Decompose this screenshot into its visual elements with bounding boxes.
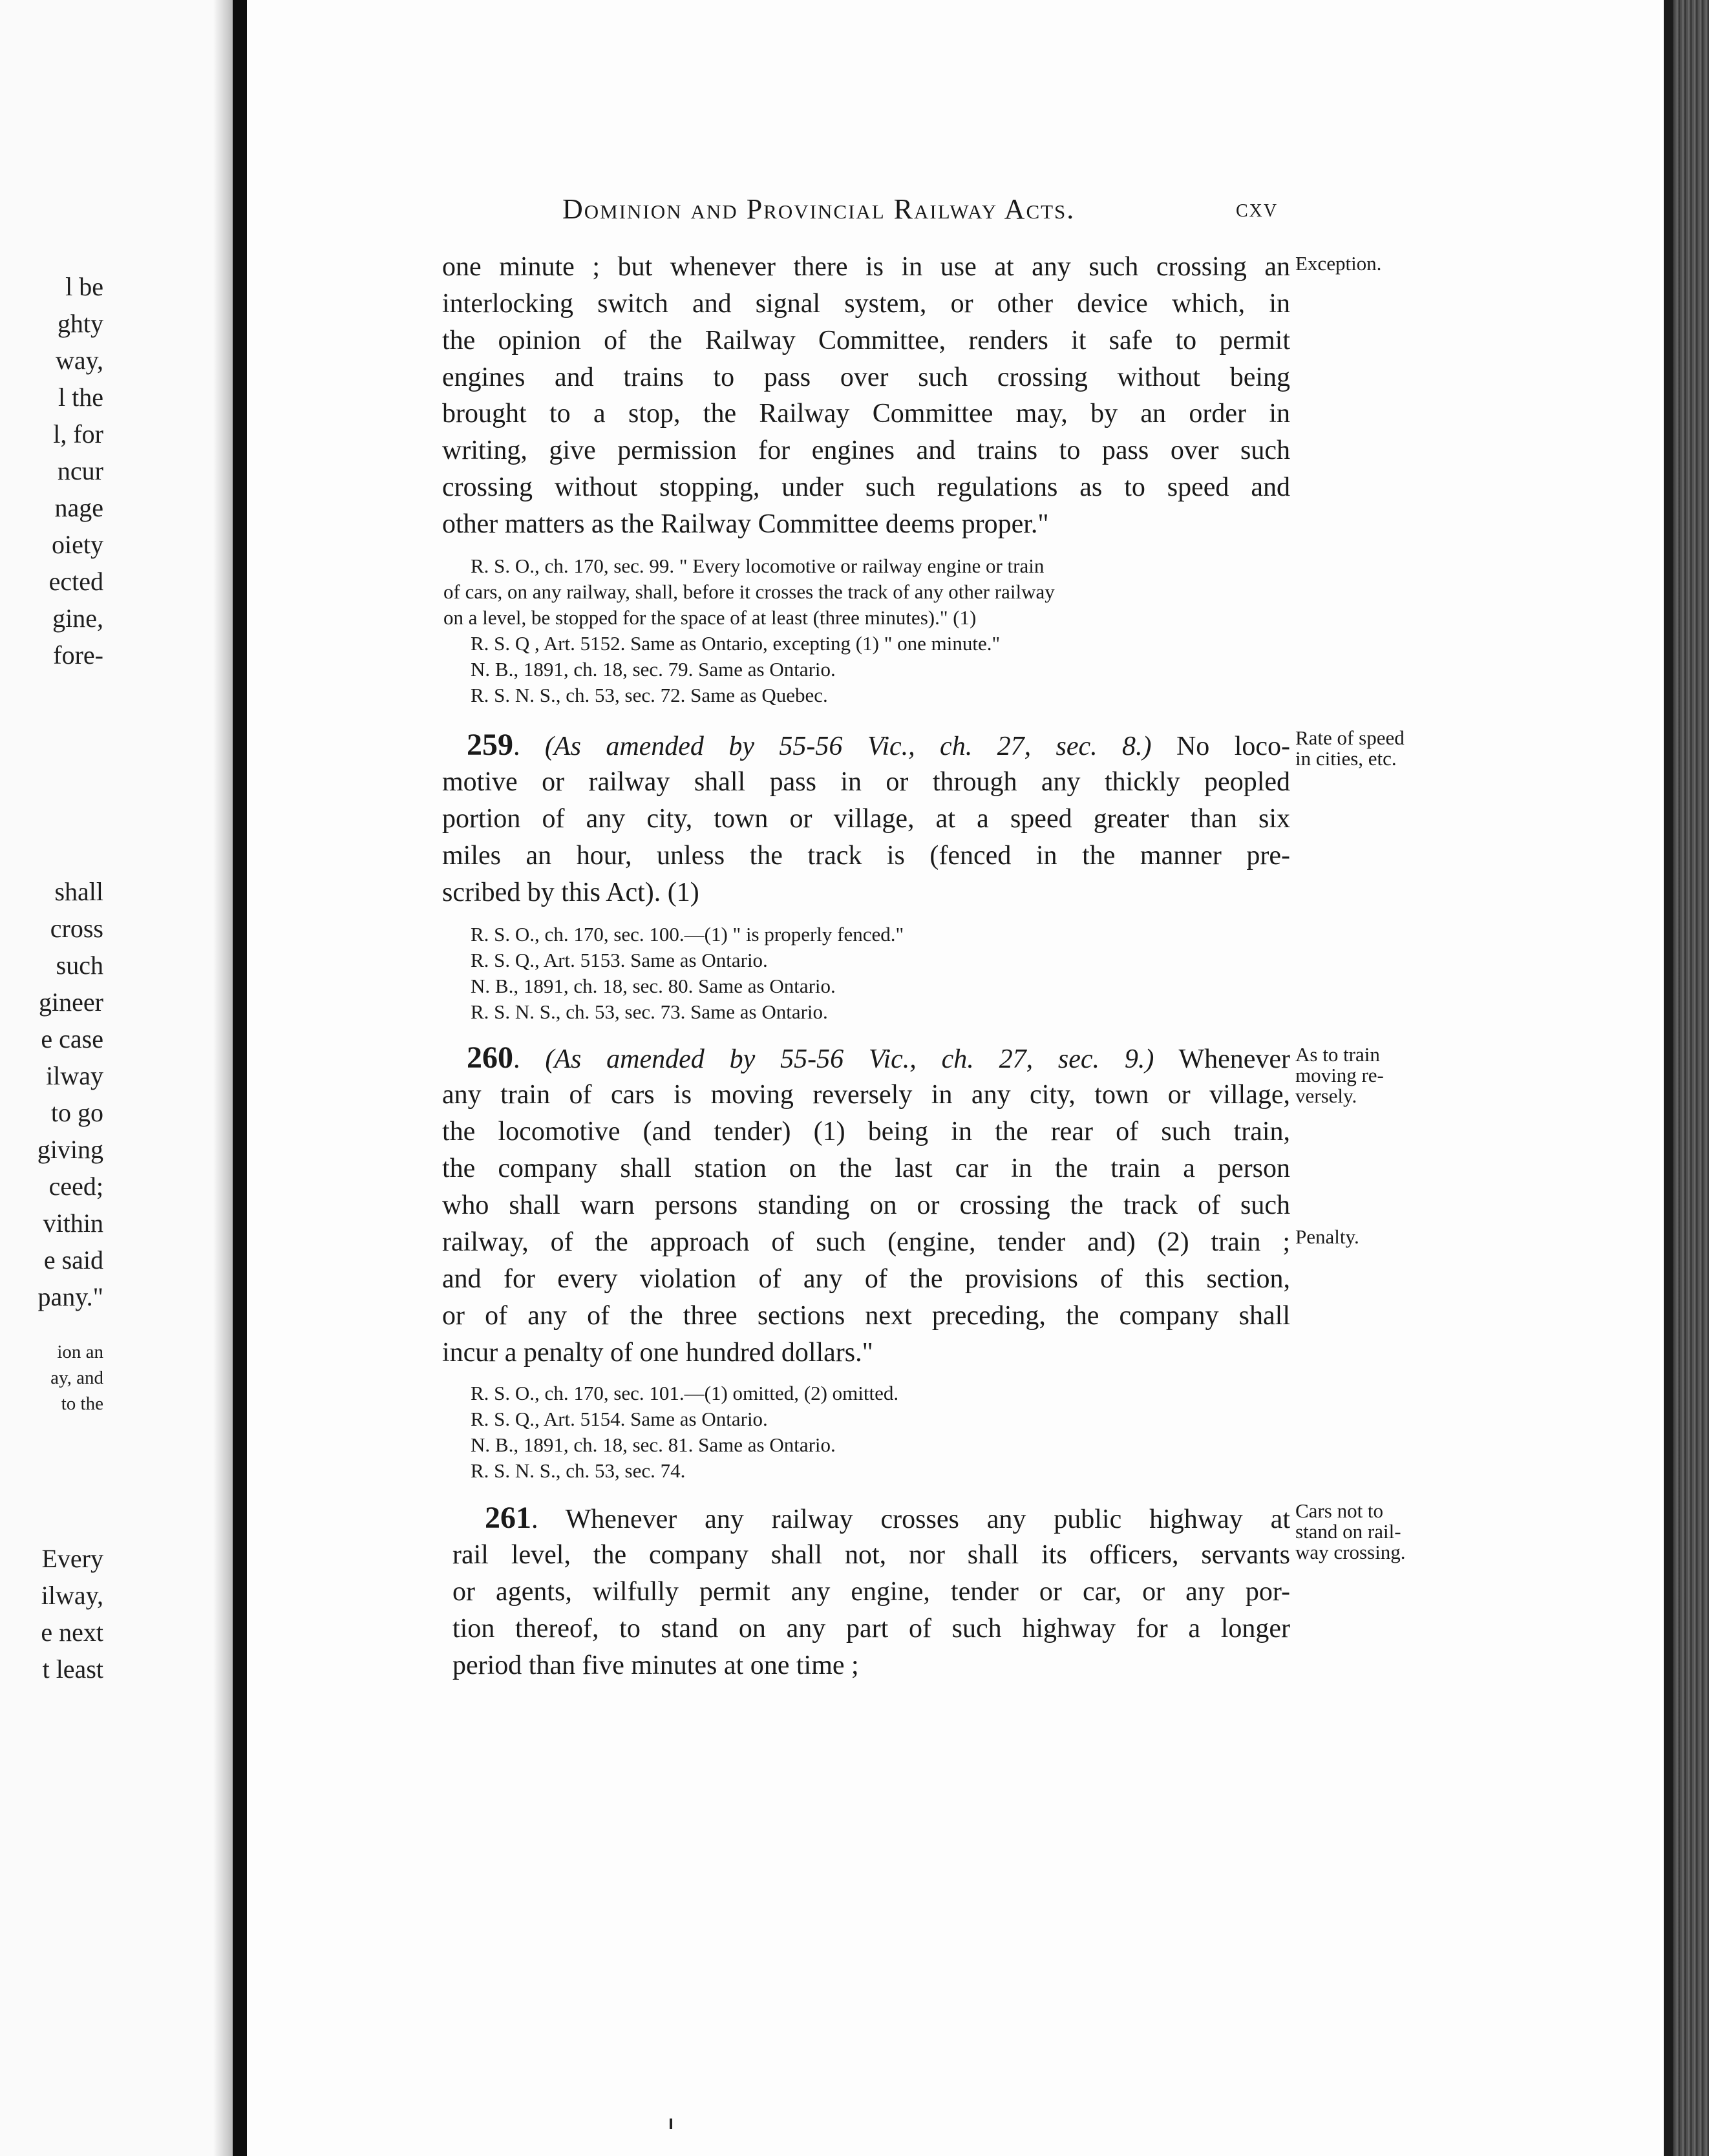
side-note-line: moving re- [1295, 1064, 1384, 1086]
left-page-fragment: gine, [52, 604, 103, 633]
left-page-fragment: e next [41, 1618, 103, 1647]
left-page-fragment: nage [54, 493, 103, 522]
citation-line: N. B., 1891, ch. 18, sec. 81. Same as Ontario. [471, 1433, 836, 1456]
running-header: Dominion and Provincial Railway Acts. [562, 193, 1076, 225]
body-line: railway, of the approach of such (engine, tender and) (2) train ; [442, 1227, 1290, 1257]
left-page-fragment: ncur [57, 456, 103, 485]
amendment-note: (As amended by 55-56 Vic., ch. 27, sec. 9.) [545, 1044, 1154, 1074]
book-gutter [233, 0, 247, 2156]
side-note-line: way crossing. [1295, 1541, 1406, 1563]
scan-speck [670, 2119, 672, 2129]
section-261-heading-line: 261. Whenever any railway crosses any public highway at [485, 1501, 1290, 1535]
citation-line: R. S. Q , Art. 5152. Same as Ontario, excepting (1) " one minute." [471, 632, 1001, 655]
citation-line: R. S. N. S., ch. 53, sec. 73. Same as Ontario. [471, 1000, 828, 1023]
left-page-fragment: ilway, [41, 1581, 103, 1610]
body-line: or of any of the three sections next preceding, the company shall [442, 1301, 1290, 1331]
page-edges [1664, 0, 1709, 2156]
citation-line: N. B., 1891, ch. 18, sec. 79. Same as Ontario. [471, 658, 836, 681]
side-note-line: stand on rail- [1295, 1520, 1401, 1543]
section-number: 259 [467, 728, 513, 762]
body-line: one minute ; but whenever there is in use at any such crossing an [442, 252, 1290, 282]
body-line: scribed by this Act). (1) [442, 878, 699, 907]
side-note-rate-of-speed [1295, 728, 1405, 769]
left-page-shadow [213, 0, 233, 2156]
body-line: incur a penalty of one hundred dollars." [442, 1338, 873, 1368]
side-note-line: in cities, etc. [1295, 747, 1397, 770]
left-page-fragment: pany." [37, 1282, 103, 1311]
body-line: the locomotive (and tender) (1) being in the rear of such train, [442, 1117, 1290, 1147]
section-260-heading-line: 260. (As amended by 55-56 Vic., ch. 27, sec. 9.) Whenever [467, 1041, 1290, 1075]
body-line: who shall warn persons standing on or crossing the track of such [442, 1190, 1290, 1220]
body-line: brought to a stop, the Railway Committee may, by an order in [442, 399, 1290, 428]
left-page-fragment: giving [37, 1135, 103, 1164]
left-page-fragment: vithin [43, 1209, 103, 1238]
body-line: engines and trains to pass over such crossing without being [442, 363, 1290, 392]
body-text: Whenever [1178, 1044, 1290, 1074]
citation-line: R. S. Q., Art. 5153. Same as Ontario. [471, 949, 768, 971]
citation-line: R. S. N. S., ch. 53, sec. 74. [471, 1459, 686, 1482]
side-note-line: Rate of speed [1295, 726, 1405, 749]
body-line: the opinion of the Railway Committee, renders it safe to permit [442, 326, 1290, 355]
citation-line: R. S. O., ch. 170, sec. 99. " Every locomotive or railway engine or train [471, 555, 1045, 577]
body-line: rail level, the company shall not, nor shall its officers, servants [452, 1540, 1290, 1570]
body-line: writing, give permission for engines and trains to pass over such [442, 436, 1290, 465]
left-page-fragment: e case [41, 1024, 103, 1053]
citation-line: N. B., 1891, ch. 18, sec. 80. Same as Ontario. [471, 975, 836, 997]
left-page [0, 0, 233, 2156]
side-note-line: Cars not to [1295, 1499, 1384, 1522]
left-page-fragment: ay, and [50, 1368, 103, 1388]
side-note-exception: Exception. [1295, 252, 1382, 275]
left-page-fragment: ion an [57, 1342, 103, 1362]
body-line: miles an hour, unless the track is (fenced in the manner pre- [442, 841, 1290, 871]
amendment-note: (As amended by 55-56 Vic., ch. 27, sec. 8.) [544, 732, 1152, 761]
page-number: cxv [1236, 193, 1279, 222]
citation-line: R. S. O., ch. 170, sec. 100.—(1) " is properly fenced." [471, 923, 904, 946]
left-page-fragment: ilway [46, 1061, 103, 1090]
left-page-fragment: fore- [53, 640, 103, 670]
left-page-fragment: oiety [52, 530, 103, 559]
body-text: No loco- [1176, 732, 1291, 761]
left-page-fragment: ected [48, 567, 103, 596]
citation-line: R. S. N. S., ch. 53, sec. 72. Same as Quebec. [471, 684, 828, 706]
left-page-fragment: l be [65, 272, 103, 301]
body-line: interlocking switch and signal system, or other device which, in [442, 289, 1290, 319]
left-page-fragment: such [56, 951, 103, 980]
body-line: and for every violation of any of the provisions of this section, [442, 1264, 1290, 1294]
left-page-fragment: gineer [39, 988, 103, 1017]
side-note-penalty: Penalty. [1295, 1225, 1359, 1248]
left-page-fragment: e said [43, 1245, 103, 1274]
left-page-fragment: ghty [57, 309, 103, 338]
side-note-line: As to train [1295, 1043, 1380, 1066]
body-line: or agents, wilfully permit any engine, tender or car, or any por- [452, 1577, 1290, 1607]
left-page-fragment: l the [58, 383, 103, 412]
body-line: any train of cars is moving reversely in any city, town or village, [442, 1080, 1290, 1110]
left-page-fragment: t least [42, 1654, 103, 1684]
citation-line: of cars, on any railway, shall, before it crosses the track of any other railway [443, 580, 1055, 603]
section-number: 260 [467, 1041, 513, 1075]
citation-line: on a level, be stopped for the space of at least (three minutes)." (1) [443, 606, 977, 629]
body-line: motive or railway shall pass in or through any thickly peopled [442, 767, 1290, 797]
left-page-fragment: ceed; [48, 1172, 103, 1201]
left-page-fragment: shall [54, 877, 103, 906]
left-page-fragment: way, [55, 346, 103, 375]
side-note-moving-reversely [1295, 1044, 1384, 1106]
side-note-line: versely. [1295, 1084, 1357, 1107]
citation-line: R. S. Q., Art. 5154. Same as Ontario. [471, 1408, 768, 1430]
body-line: other matters as the Railway Committee deems proper." [442, 509, 1049, 539]
body-line: portion of any city, town or village, at a speed greater than six [442, 804, 1290, 834]
section-number: 261 [485, 1501, 531, 1535]
left-page-fragment: cross [50, 914, 103, 943]
left-page-fragment: l, for [53, 419, 103, 449]
body-line: crossing without stopping, under such regulations as to speed and [442, 472, 1290, 502]
body-line: the company shall station on the last car in the train a person [442, 1154, 1290, 1183]
body-text: Whenever any railway crosses any public highway at [565, 1505, 1290, 1534]
left-page-fragment: to go [50, 1098, 103, 1127]
left-page-fragment: Every [41, 1544, 103, 1573]
citation-line: R. S. O., ch. 170, sec. 101.—(1) omitted, (2) omitted. [471, 1382, 899, 1404]
side-note-cars-not-to-stand [1295, 1501, 1405, 1563]
body-line: tion thereof, to stand on any part of such highway for a longer [452, 1614, 1290, 1643]
section-259-heading-line: 259. (As amended by 55-56 Vic., ch. 27, sec. 8.) No loco- [467, 728, 1291, 762]
left-page-fragment: to the [61, 1393, 103, 1414]
body-line: period than five minutes at one time ; [452, 1651, 859, 1680]
